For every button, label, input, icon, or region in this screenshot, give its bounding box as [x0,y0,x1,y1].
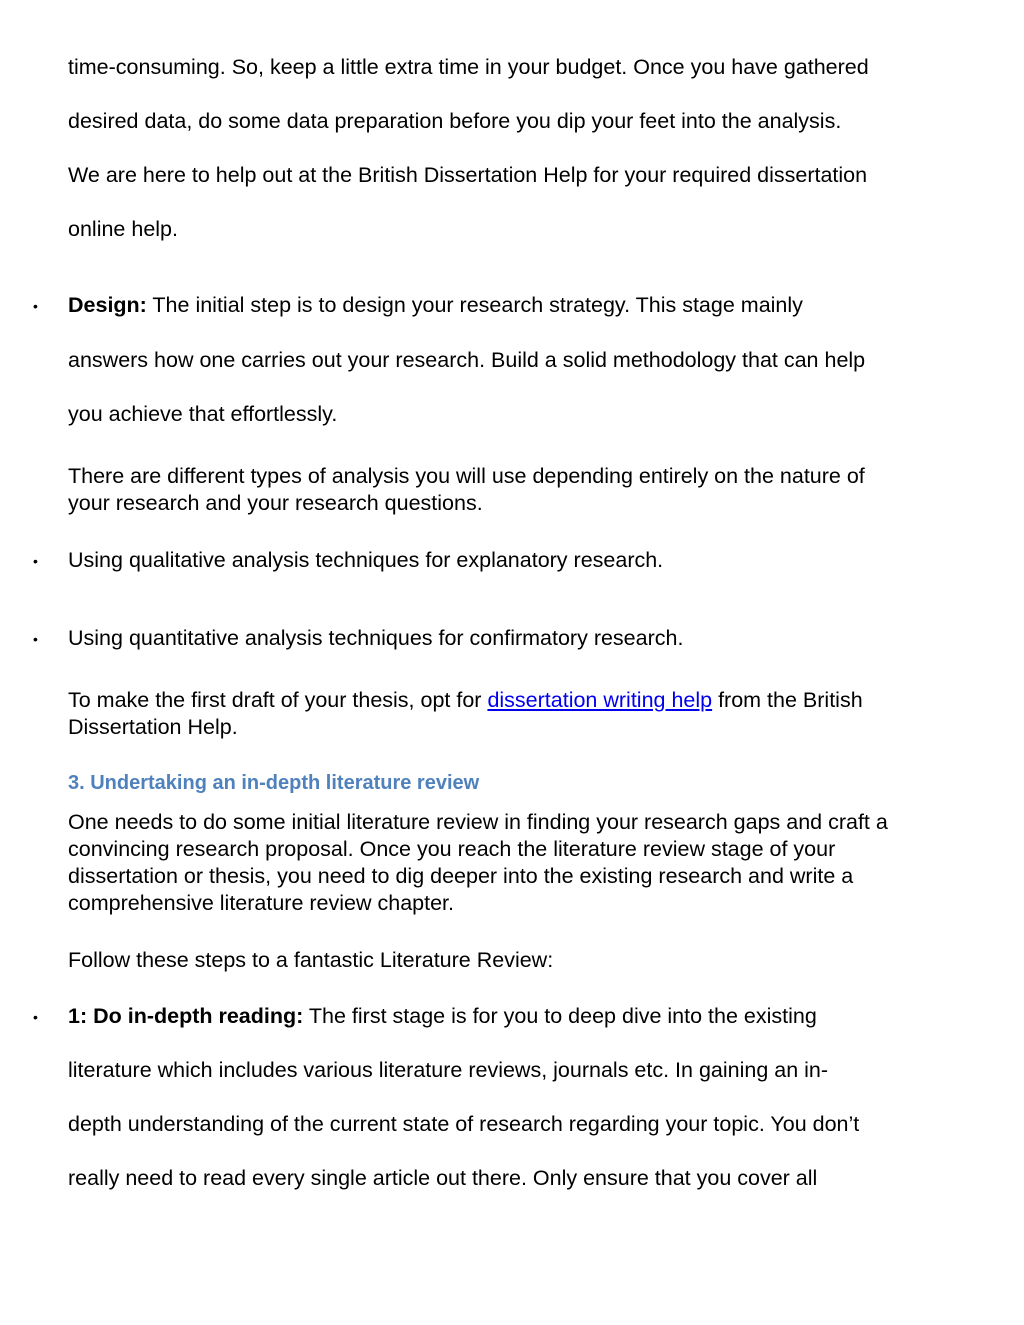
paragraph-line: comprehensive literature review chapter. [68,891,454,915]
paragraph-line: We are here to help out at the British Dissertation Help for your required dissertation [68,163,868,187]
section-heading: 3. Undertaking an in-depth literature review [68,772,480,794]
draft-text-before: To make the first draft of your thesis, opt for [68,688,488,712]
design-text: The initial step is to design your research strategy. This stage mainly [146,293,803,317]
bullet-icon: • [33,631,38,647]
draft-text-after: from the British [712,688,863,712]
dissertation-writing-help-link[interactable]: dissertation writing help [487,688,713,712]
paragraph-line: really need to read every single article out there. Only ensure that you cover all [68,1166,818,1190]
list-item: Using qualitative analysis techniques for explanatory research. [68,548,664,572]
paragraph-line: convincing research proposal. Once you reach the literature review stage of your [68,837,836,861]
list-item: Using quantitative analysis techniques for confirmatory research. [68,626,684,650]
paragraph-line: Follow these steps to a fantastic Literature Review: [68,948,554,972]
paragraph-line: dissertation or thesis, you need to dig deeper into the existing research and write a [68,864,854,888]
step1-text: The first stage is for you to deep dive into the existing [303,1004,817,1028]
bullet-icon: • [33,1009,38,1025]
paragraph-line: There are different types of analysis you will use depending entirely on the nature of [68,464,865,488]
paragraph-line: answers how one carries out your research. Build a solid methodology that can help [68,348,866,372]
design-item [68,291,803,319]
paragraph-line: Dissertation Help. [68,715,238,739]
paragraph-line: online help. [68,217,178,241]
paragraph-line: time-consuming. So, keep a little extra time in your budget. Once you have gathered [68,55,869,79]
paragraph-line: depth understanding of the current state of research regarding your topic. You don’t [68,1112,860,1136]
step1-item [68,1002,817,1030]
paragraph-line: literature which includes various literature reviews, journals etc. In gaining an in- [68,1058,829,1082]
step1-label: 1: Do in-depth reading: [68,1004,304,1028]
paragraph-line: your research and your research questions. [68,491,483,515]
paragraph-line: desired data, do some data preparation before you dip your feet into the analysis. [68,109,842,133]
design-label: Design: [68,293,147,317]
paragraph-line: One needs to do some initial literature review in finding your research gaps and craft a [68,810,888,834]
paragraph-line: you achieve that effortlessly. [68,402,338,426]
draft-paragraph [68,686,863,714]
bullet-icon: • [33,553,38,569]
bullet-icon: • [33,298,38,314]
